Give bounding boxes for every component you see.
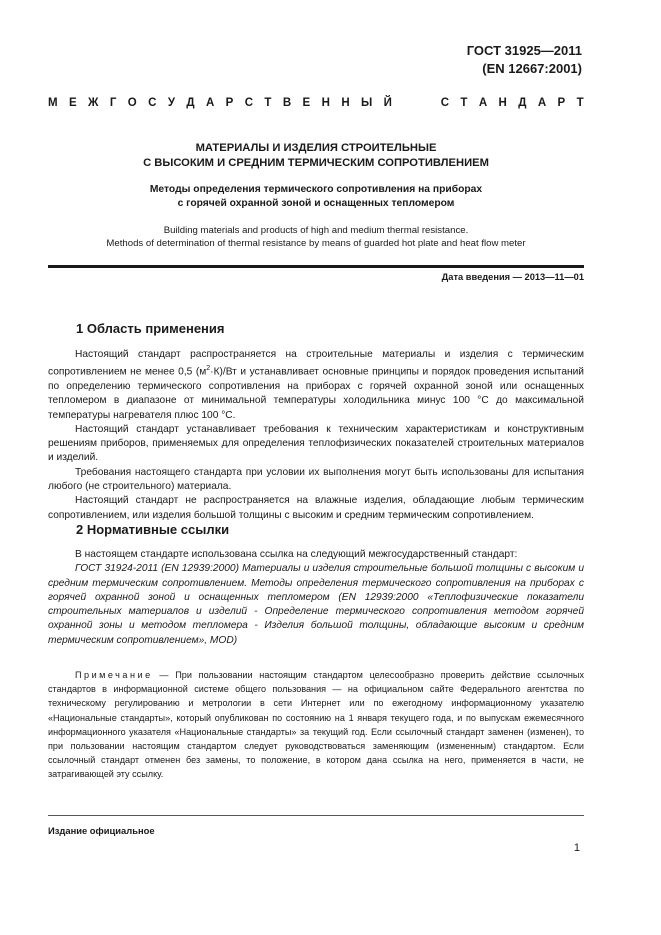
english-title-line: Building materials and products of high and medium thermal resistance. bbox=[163, 225, 469, 236]
subtitle-line: Методы определения термического сопротивления на приборах bbox=[149, 184, 483, 195]
banner-letter: Т bbox=[576, 97, 584, 109]
section-1-body bbox=[48, 348, 584, 523]
interstate-standard-banner bbox=[48, 97, 584, 109]
english-title bbox=[48, 225, 584, 250]
banner-letter: Р bbox=[557, 97, 566, 109]
section-2-heading: 2 Нормативные ссылки bbox=[76, 522, 230, 537]
banner-letter: С bbox=[440, 97, 450, 109]
subtitle-line: с горячей охранной зоной и оснащенных тепломером bbox=[177, 198, 455, 209]
footer-divider bbox=[48, 815, 584, 816]
banner-letter: М bbox=[48, 97, 58, 109]
banner-letter: Е bbox=[302, 97, 311, 109]
banner-letter: В bbox=[282, 97, 292, 109]
standard-code bbox=[467, 42, 582, 78]
introduction-date: Дата введения — 2013—11—01 bbox=[441, 272, 584, 282]
note-block bbox=[48, 668, 584, 782]
banner-letter: А bbox=[205, 97, 215, 109]
superscript: 2 bbox=[206, 365, 211, 373]
banner-letter: Г bbox=[109, 97, 117, 109]
header-divider bbox=[48, 265, 584, 268]
banner-letter: С bbox=[148, 97, 157, 109]
section-1-heading: 1 Область применения bbox=[76, 321, 225, 336]
page-number: 1 bbox=[573, 842, 580, 854]
section-2-body bbox=[48, 548, 584, 648]
paragraph: Настоящий стандарт устанавливает требования к техническим характеристикам и конструктивным решениям приборов, применяемых для определения теплофизических показателей строительных материалов и изделий. bbox=[48, 423, 584, 464]
note-paragraph bbox=[48, 668, 584, 782]
note-label: Примечание bbox=[75, 670, 153, 680]
banner-letter: Р bbox=[225, 97, 234, 109]
document-subtitle bbox=[48, 183, 584, 211]
banner-letter: Ж bbox=[88, 97, 99, 109]
paragraph-text: ·К)/Вт и устанавливает основные принципы и порядок проведения испытаний по определению термического сопротивления на приборах с горячей охранной зоной или оснащенных тепломером в диапазоне от минимальной температуры холодильника минус 100 °С до максимальной температуры нагревателя плюс 100 °С. bbox=[48, 366, 585, 421]
paragraph: Настоящий стандарт не распространяется на влажные изделия, обладающие любым термическим сопротивлением, или изделия большой толщины с высоким и средним термическим сопротивлением. bbox=[48, 495, 584, 521]
banner-letter: О bbox=[127, 97, 137, 109]
paragraph-text: Настоящий стандарт распространяется на строительные материалы и изделия с термическим сопротивлением не менее 0,5 (м bbox=[48, 349, 584, 378]
banner-letter: У bbox=[167, 97, 175, 109]
paragraph: Требования настоящего стандарта при условии их выполнения могут быть использованы для испытания любого (не строительного) материала. bbox=[48, 466, 584, 493]
banner-letter: Д bbox=[186, 97, 195, 109]
paragraph: В настоящем стандарте использована ссылка на следующий межгосударственный стандарт: bbox=[75, 549, 518, 560]
banner-letter: Т bbox=[264, 97, 272, 109]
normative-reference: ГОСТ 31924-2011 (EN 12939:2000) Материалы и изделия строительные большой толщины с высоким и средним термическим сопротивлением. Методы определения термического сопротивления на приборах с горячей охранной зоной и оснащенных тепломером (EN 12939:2000 «Теплофизические показатели строительных материалов и изделий - Определение термического сопротивления методом горячей охранной зоны и методом тепломера - Изделия большой толщины, обладающие высоким и средним термическим сопротивлением», MOD) bbox=[48, 563, 584, 646]
banner-gap bbox=[403, 97, 429, 109]
english-title-line: Methods of determination of thermal resistance by means of guarded hot plate and heat flow meter bbox=[106, 237, 526, 249]
banner-letter: Н bbox=[498, 97, 507, 109]
official-edition: Издание официальное bbox=[48, 825, 155, 836]
standard-code-gost: ГОСТ 31925—2011 bbox=[466, 43, 582, 58]
banner-letter: А bbox=[537, 97, 547, 109]
banner-letter: Т bbox=[460, 97, 468, 109]
banner-letter: Н bbox=[321, 97, 330, 109]
banner-letter: А bbox=[478, 97, 488, 109]
banner-letter: Д bbox=[518, 97, 527, 109]
title-line: МАТЕРИАЛЫ И ИЗДЕЛИЯ СТРОИТЕЛЬНЫЕ bbox=[195, 142, 437, 154]
banner-letter: Ы bbox=[361, 97, 373, 109]
banner-letter: Е bbox=[68, 97, 77, 109]
note-text: — При пользовании настоящим стандартом целесообразно проверить действие ссылочных стандартов в информационной системе общего пользования — на официальном сайте Федерального агентства по техническому регулированию и метрологии в сети Интернет или по ежегодному информационному указателю «Национальные стандарты», который опубликован по состоянию на 1 января текущего года, и по выпускам ежемесячного информационного указателя «Национальные стандарты» за текущий год. Если ссылочный стандарт заменен (изменен), то при пользовании настоящим стандартом следует руководствоваться заменяющим (измененным) стандартом. Если ссылочный стандарт отменен без замены, то положение, в котором дана ссылка на него, применяется в части, не затрагивающей эту ссылку. bbox=[48, 670, 584, 780]
paragraph bbox=[48, 348, 584, 423]
document-title bbox=[48, 141, 584, 171]
standard-code-en: (EN 12667:2001) bbox=[482, 61, 582, 76]
banner-letter: Н bbox=[341, 97, 350, 109]
banner-letter: Й bbox=[383, 97, 392, 109]
banner-letter: С bbox=[244, 97, 254, 109]
title-line: С ВЫСОКИМ И СРЕДНИМ ТЕРМИЧЕСКИМ СОПРОТИВЛЕНИЕМ bbox=[143, 157, 489, 169]
